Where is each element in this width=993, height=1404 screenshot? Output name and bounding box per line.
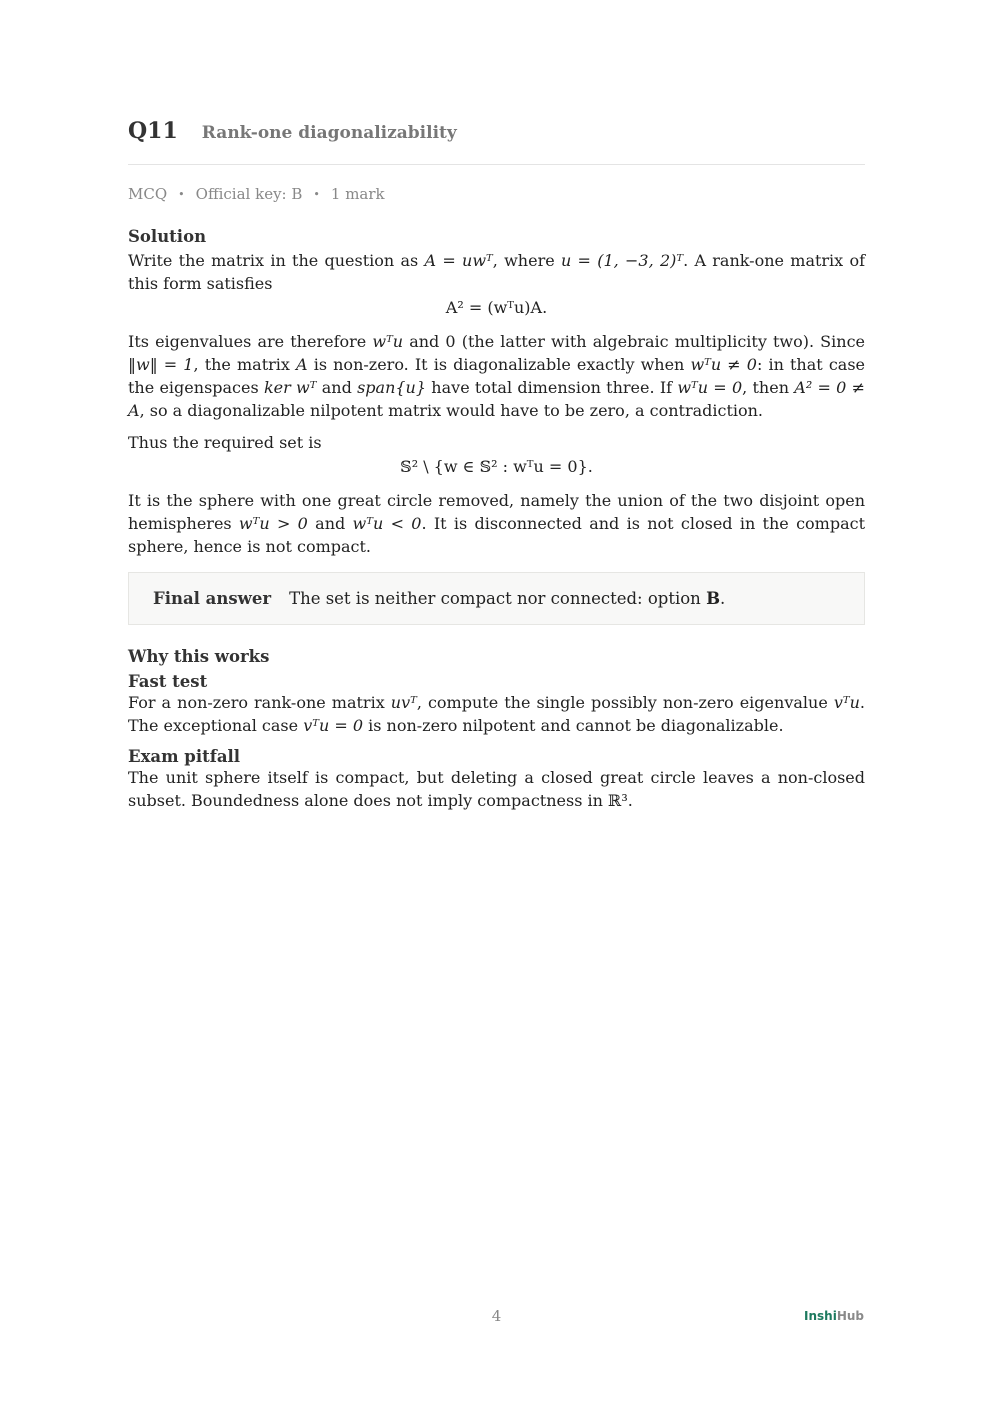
fast-test-heading: Fast test (128, 672, 208, 691)
official-key: Official key: B (195, 185, 303, 203)
brand-logo: InshiHub (804, 1309, 864, 1323)
page-number: 4 (491, 1307, 502, 1325)
meta-separator: • (313, 187, 320, 201)
math-inline: A² = 0 ≠ A (128, 378, 866, 420)
final-answer-box (128, 572, 865, 625)
solution-paragraph-2: Its eigenvalues are therefore wᵀu and 0 (the latter with algebraic multiplicity two). Since ‖w‖ = 1, the matrix A is non-zero. It is diagonalizable exactly when wᵀu ≠ 0: in that case the eigenspaces ker wᵀ and span{u} have total dimension three. If wᵀu = 0, then A² = 0 ≠ A, so a diagonalizable nilpotent matrix would have to be zero, a contradiction. (128, 332, 866, 420)
equation-2: 𝕊² \ {w ∈ 𝕊² : wᵀu = 0}. (400, 457, 593, 476)
solution-paragraph-1: Write the matrix in the question as A = uwᵀ, where u = (1, −3, 2)ᵀ. A rank-one matrix of this form satisfies (128, 251, 866, 293)
question-title: Rank-one diagonalizability (201, 123, 457, 143)
final-answer-text: The set is neither compact nor connected: option B. (289, 589, 726, 608)
math-inline: A (296, 355, 308, 374)
meta-separator: • (178, 187, 185, 201)
question-number: Q11 (128, 118, 178, 144)
math-inline: vᵀu = 0 (303, 716, 364, 735)
math-inline: span{u} (357, 378, 427, 397)
exam-pitfall-heading: Exam pitfall (128, 747, 241, 766)
solution-heading: Solution (128, 227, 207, 246)
question-page (128, 118, 865, 812)
fast-test-paragraph: For a non-zero rank-one matrix uvᵀ, compute the single possibly non-zero eigenvalue vᵀu. The exceptional case vᵀu = 0 is non-zero nilpotent and cannot be diagonalizable. (128, 693, 865, 735)
math-inline: uvᵀ (390, 693, 417, 712)
solution-paragraph-4: It is the sphere with one great circle removed, namely the union of the two disjoint open hemispheres wᵀu > 0 and wᵀu < 0. It is disconnected and is not closed in the compact sphere, hence is not compact. (128, 491, 865, 556)
marks: 1 mark (330, 185, 385, 203)
math-inline: ker wᵀ (263, 378, 317, 397)
math-inline: wᵀu = 0 (677, 378, 743, 397)
math-inline: ℝ³ (608, 791, 628, 810)
math-inline: wᵀu > 0 (238, 514, 308, 533)
header-divider (128, 164, 865, 165)
exam-pitfall-paragraph: The unit sphere itself is compact, but deleting a closed great circle leaves a non-closed subset. Boundedness alone does not imply compactness in ℝ³. (128, 768, 865, 810)
question-type: MCQ (128, 185, 168, 203)
question-header (128, 118, 865, 144)
equation-1: A² = (wᵀu)A. (445, 298, 548, 317)
final-answer-label: Final answer (153, 589, 272, 608)
math-inline: wᵀu < 0 (352, 514, 422, 533)
math-inline: wᵀu (372, 332, 404, 351)
math-inline: vᵀu (833, 693, 860, 712)
why-heading: Why this works (128, 647, 270, 666)
math-inline: A = uwᵀ (424, 251, 493, 270)
math-inline: ‖w‖ = 1 (128, 355, 194, 374)
final-answer-option: B (706, 589, 721, 608)
math-inline: u = (1, −3, 2)ᵀ (560, 251, 684, 270)
math-inline: wᵀu ≠ 0 (690, 355, 757, 374)
question-meta (128, 185, 865, 203)
solution-paragraph-3: Thus the required set is (128, 433, 322, 452)
